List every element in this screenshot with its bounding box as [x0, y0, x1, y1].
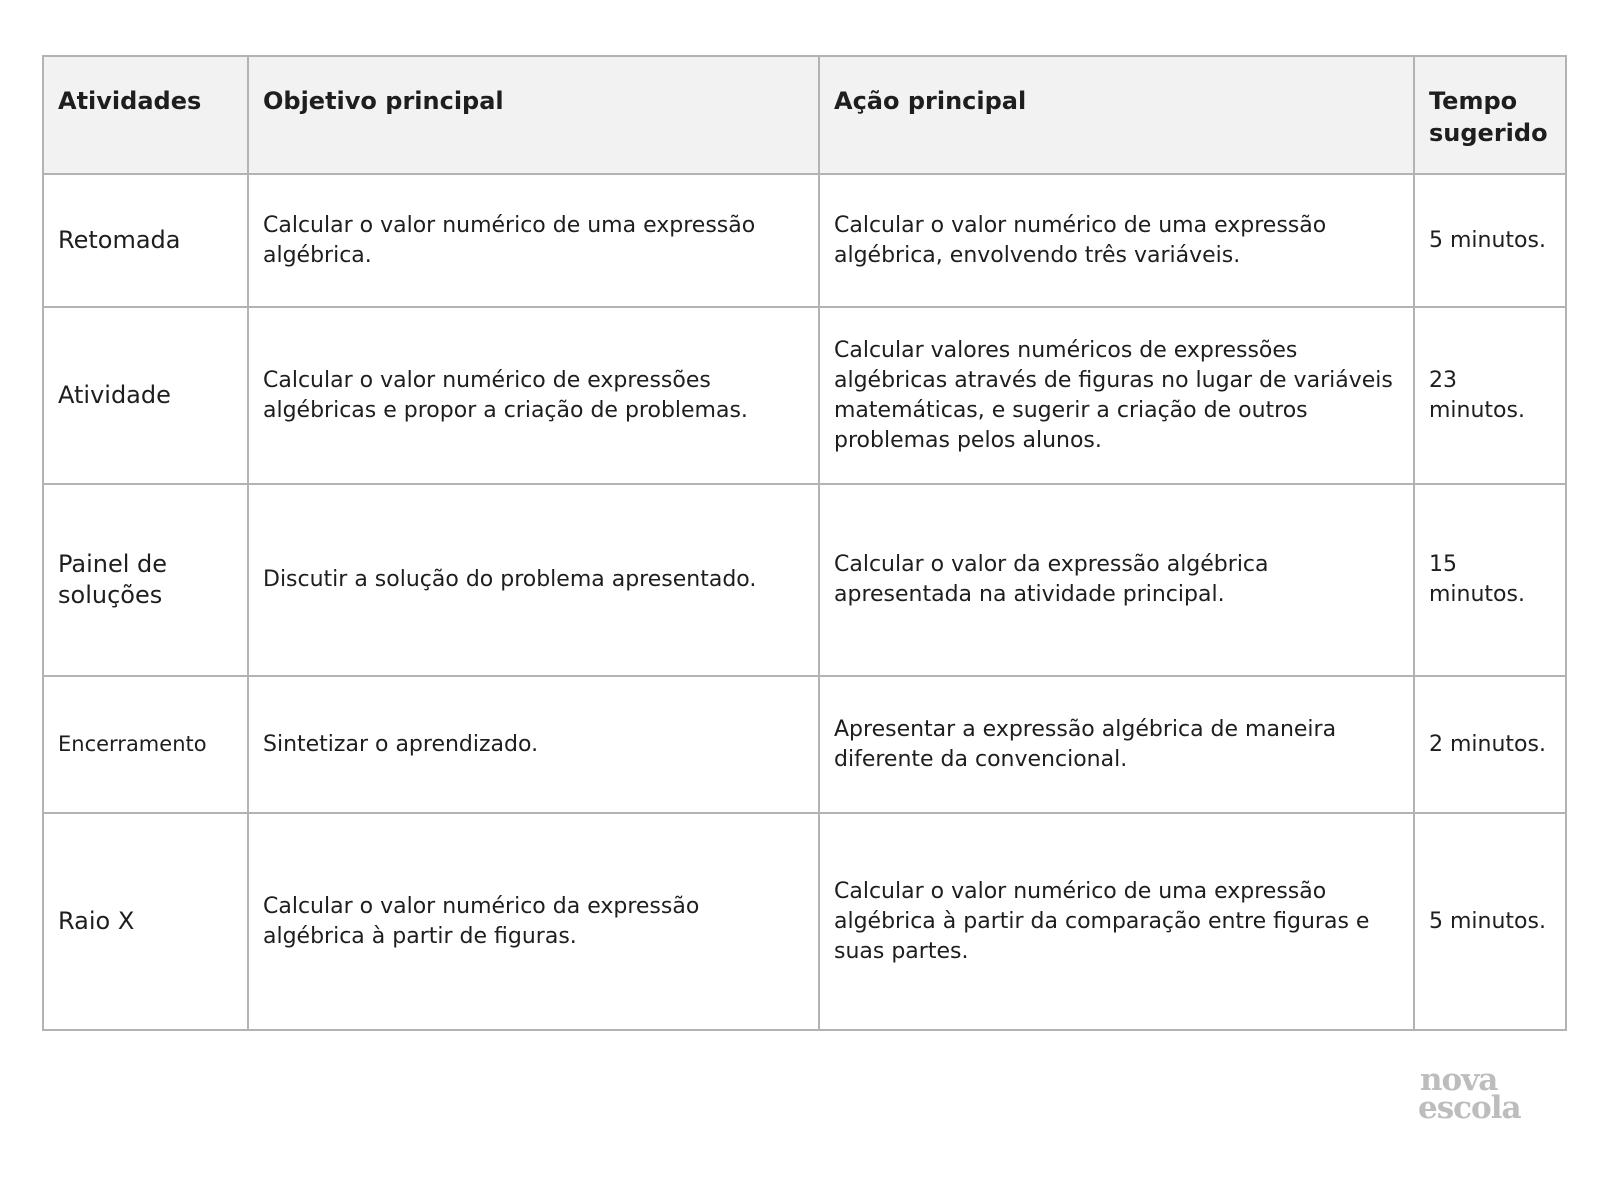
- cell-action: Calcular o valor da expressão algébrica apresentada na atividade principal.: [819, 484, 1414, 676]
- cell-activity: Raio X: [43, 813, 248, 1030]
- cell-action: Calcular o valor numérico de uma expressão algébrica à partir da comparação entre figuras e suas partes.: [819, 813, 1414, 1030]
- logo-line-escola: escola: [1418, 1090, 1521, 1126]
- cell-time: 5 minutos.: [1414, 174, 1566, 307]
- cell-action: Calcular valores numéricos de expressões algébricas através de figuras no lugar de variáveis matemáticas, e sugerir a criação de outros problemas pelos alunos.: [819, 307, 1414, 484]
- header-activities: Atividades: [43, 56, 248, 174]
- header-main-action: Ação principal: [819, 56, 1414, 174]
- cell-action: Calcular o valor numérico de uma expressão algébrica, envolvendo três variáveis.: [819, 174, 1414, 307]
- table-row: [43, 676, 1566, 813]
- cell-time: 23 minutos.: [1414, 307, 1566, 484]
- nova-escola-logo: [1418, 1062, 1538, 1126]
- logo-line-nova: nova: [1420, 1062, 1498, 1098]
- cell-objective: Calcular o valor numérico de uma expressão algébrica.: [248, 174, 819, 307]
- cell-objective: Discutir a solução do problema apresentado.: [248, 484, 819, 676]
- lesson-plan-table: [42, 55, 1567, 1031]
- cell-time: 5 minutos.: [1414, 813, 1566, 1030]
- header-suggested-time: Tempo sugerido: [1414, 56, 1566, 174]
- cell-time: 2 minutos.: [1414, 676, 1566, 813]
- table-row: [43, 813, 1566, 1030]
- table-row: [43, 484, 1566, 676]
- cell-objective: Sintetizar o aprendizado.: [248, 676, 819, 813]
- cell-activity: Atividade: [43, 307, 248, 484]
- header-main-objective: Objetivo principal: [248, 56, 819, 174]
- cell-time: 15 minutos.: [1414, 484, 1566, 676]
- cell-activity: Retomada: [43, 174, 248, 307]
- table-row: [43, 307, 1566, 484]
- cell-objective: Calcular o valor numérico da expressão algébrica à partir de figuras.: [248, 813, 819, 1030]
- cell-activity: Encerramento: [43, 676, 248, 813]
- table-row: [43, 174, 1566, 307]
- cell-action: Apresentar a expressão algébrica de maneira diferente da convencional.: [819, 676, 1414, 813]
- cell-objective: Calcular o valor numérico de expressões algébricas e propor a criação de problemas.: [248, 307, 819, 484]
- table-header-row: [43, 56, 1566, 174]
- cell-activity: Painel de soluções: [43, 484, 248, 676]
